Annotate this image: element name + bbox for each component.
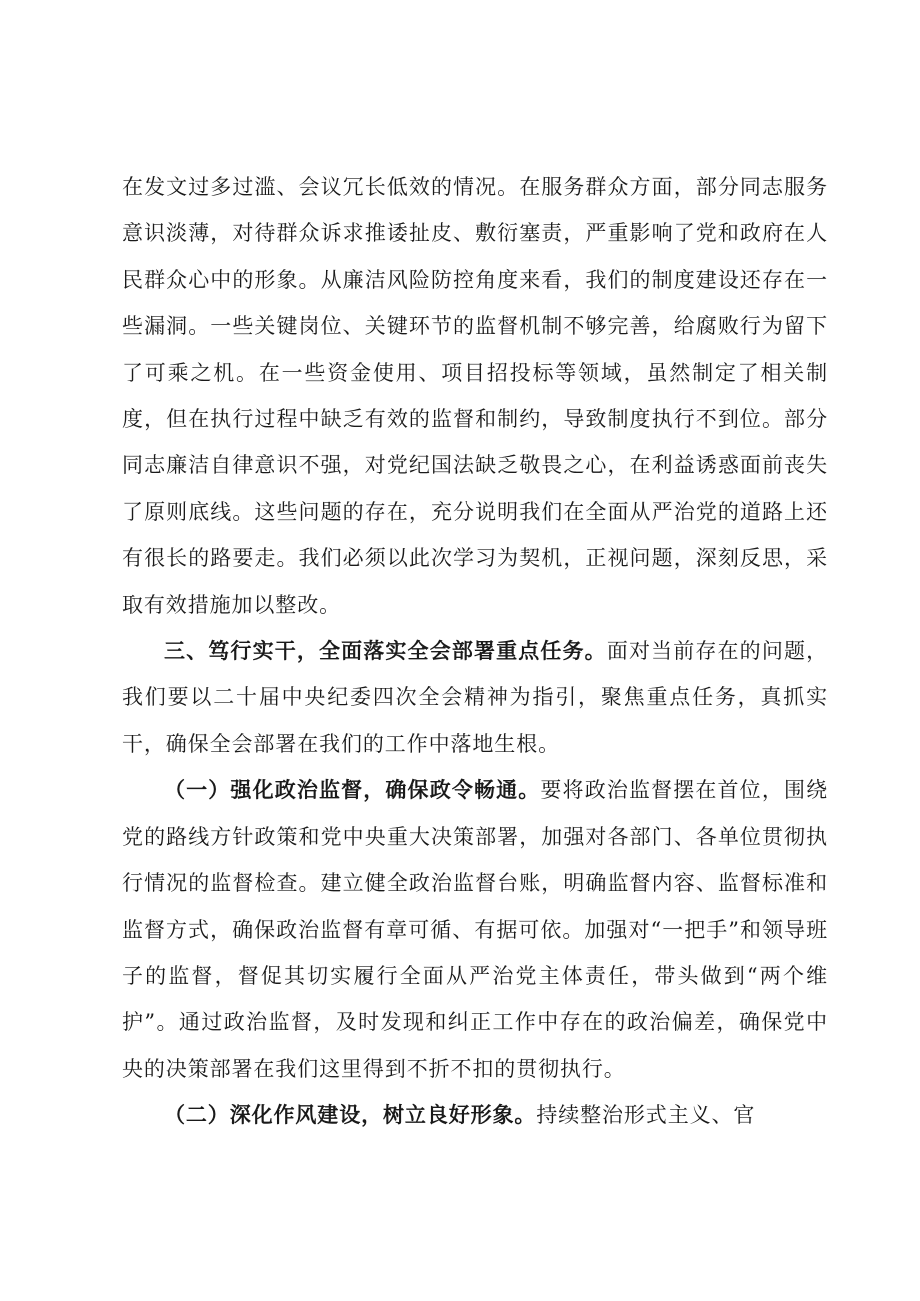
paragraph-body: 在发文过多过滥、会议冗长低效的情况。在服务群众方面，部分同志服务意识淡薄，对待群众诉求推诿扯皮、敷衍塞责，严重影响了党和政府在人民群众心中的形象。从廉洁风险防控角度来看，我们的制度建设还存在一些漏洞。一些关键岗位、关键环节的监督机制不够完善，给腐败行为留下了可乘之机。在一些资金使用、项目招投标等领域，虽然制定了相关制度，但在执行过程中缺乏有效的监督和制约，导致制度执行不到位。部分同志廉洁自律意识不强，对党纪国法缺乏敬畏之心，在利益诱惑面前丧失了原则底线。这些问题的存在，充分说明我们在全面从严治党的道路上还有很长的路要走。我们必须以此次学习为契机，正视问题，深刻反思，采取有效措施加以整改。 — [122, 175, 828, 617]
paragraph-body: 面对当前存在的问题，我们要以二十届中央纪委四次全会精神为指引，聚焦重点任务，真抓实干，确保全会部署在我们的工作中落地生根。 — [122, 639, 828, 756]
paragraph-continuation — [122, 164, 828, 628]
section-heading: 三、笃行实干，全面落实全会部署重点任务。 — [164, 639, 607, 664]
paragraph-body: 持续整治形式主义、官 — [536, 1103, 756, 1128]
paragraph-body: 要将政治监督摆在首位，围绕党的路线方针政策和党中央重大决策部署，加强对各部门、各单位贯彻执行情况的监督检查。建立健全政治监督台账，明确监督内容、监督标准和监督方式，确保政治监督有章可循、有据可依。加强对“一把手”和领导班子的监督，督促其切实履行全面从严治党主体责任，带头做到“两个维护”。通过政治监督，及时发现和纠正工作中存在的政治偏差，确保党中央的决策部署在我们这里得到不折不扣的贯彻执行。 — [122, 778, 828, 1081]
paragraph-subsection-two — [122, 1092, 828, 1138]
paragraph-subsection-one — [122, 767, 828, 1092]
subsection-heading: （一）强化政治监督，确保政令畅通。 — [164, 778, 541, 803]
paragraph-section-three — [122, 628, 828, 767]
subsection-heading: （二）深化作风建设，树立良好形象。 — [164, 1103, 537, 1128]
document-body — [122, 164, 828, 1139]
